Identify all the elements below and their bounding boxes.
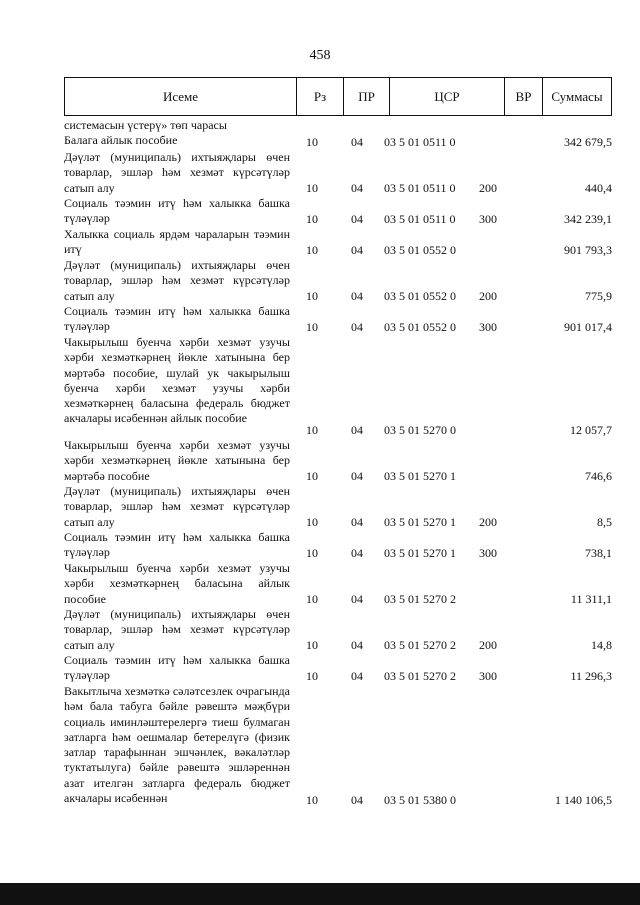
row-pr: 04 [351, 289, 363, 303]
row-rz: 10 [306, 469, 318, 483]
row-csr: 03 5 01 5270 2 [384, 592, 456, 606]
row-rz: 10 [306, 320, 318, 334]
row-vr: 200 [479, 638, 497, 652]
table-row [64, 258, 612, 304]
table-header [64, 77, 612, 116]
row-name: Халыкка социаль ярдәм чараларын тәэмин итү [64, 227, 290, 257]
row-csr: 03 5 01 5270 2 [384, 638, 456, 652]
header-sum: Суммасы [551, 88, 603, 104]
row-pr: 04 [351, 515, 363, 529]
row-rz: 10 [306, 592, 318, 606]
row-pr: 04 [351, 135, 363, 149]
row-name: Чакырылыш буенча хәрби хезмәт узучы хәрби хезмәткәрнең йөкле хатынына бер мәртәбә пособие [64, 438, 290, 483]
header-rz: Рз [297, 78, 344, 115]
row-pr: 04 [351, 469, 363, 483]
row-name: Чакырылыш буенча хәрби хезмәт узучы хәрби хезмәткәрнең баласына айлык пособие [64, 561, 290, 606]
table-row [64, 150, 612, 196]
row-rz: 10 [306, 515, 318, 529]
row-vr: 300 [479, 320, 497, 334]
row-rz: 10 [306, 243, 318, 257]
row-name: Социаль тәэмин итү һәм халыкка башка түләүләр [64, 530, 290, 560]
table-row [64, 653, 612, 684]
row-pr: 04 [351, 793, 363, 807]
table-row [64, 530, 612, 561]
row-sum: 746,6 [585, 469, 612, 483]
table-row [64, 438, 612, 484]
row-rz: 10 [306, 638, 318, 652]
row-name: Дәүләт (муниципаль) ихтыяҗлары өчен товарлар, эшләр һәм хезмәт күрсәтүләр сатып алу [64, 258, 290, 303]
row-sum: 1 140 106,5 [555, 793, 612, 807]
table-row [64, 684, 612, 808]
table-row [64, 561, 612, 607]
row-csr: 03 5 01 0552 0 [384, 243, 456, 257]
row-pr: 04 [351, 592, 363, 606]
row-sum: 901 793,3 [564, 243, 612, 257]
row-rz: 10 [306, 669, 318, 683]
row-pr: 04 [351, 669, 363, 683]
table-row [64, 304, 612, 335]
header-name: Исеме [65, 78, 297, 115]
row-vr: 300 [479, 669, 497, 683]
row-sum: 8,5 [597, 515, 612, 529]
row-sum: 342 239,1 [564, 212, 612, 226]
row-pr: 04 [351, 212, 363, 226]
row-sum: 14,8 [591, 638, 612, 652]
row-pr: 04 [351, 638, 363, 652]
table-row [64, 133, 612, 150]
header-vr: ВР [505, 78, 543, 115]
row-pr: 04 [351, 181, 363, 195]
row-csr: 03 5 01 0552 0 [384, 289, 456, 303]
row-csr: 03 5 01 0511 0 [384, 181, 456, 195]
row-rz: 10 [306, 289, 318, 303]
row-sum: 738,1 [585, 546, 612, 560]
row-name: Дәүләт (муниципаль) ихтыяҗлары өчен товарлар, эшләр һәм хезмәт күрсәтүләр сатып алу [64, 150, 290, 195]
row-rz: 10 [306, 793, 318, 807]
row-pr: 04 [351, 320, 363, 334]
row-sum: 901 017,4 [564, 320, 612, 334]
row-name: Вакытлыча хезмәткә сәләтсезлек очрагында һәм бала табуга бәйле рәвештә мәҗбүри социаль иминләштерелергә тиеш булмаган затларга һәм оешмалар бетерелүгә (физик затлар тарафыннан эшчәнлек, вәкаләтләр туктатылуга) бәйле рәвештә эшләреннән азат ителгән затларга федераль бюджет акчалары исәбеннән [64, 684, 290, 806]
row-rz: 10 [306, 181, 318, 195]
row-csr: 03 5 01 5270 1 [384, 546, 456, 560]
row-csr: 03 5 01 5380 0 [384, 793, 456, 807]
row-csr: 03 5 01 5270 0 [384, 423, 456, 437]
table-row [64, 118, 612, 133]
row-name: Балага айлык пособие [64, 133, 178, 147]
row-vr: 300 [479, 212, 497, 226]
header-pr: ПР [344, 78, 390, 115]
row-sum: 12 057,7 [570, 423, 612, 437]
row-pr: 04 [351, 243, 363, 257]
row-pr: 04 [351, 423, 363, 437]
row-rz: 10 [306, 546, 318, 560]
table-row [64, 196, 612, 227]
row-vr: 200 [479, 515, 497, 529]
row-vr: 300 [479, 546, 497, 560]
page-number: 458 [309, 48, 331, 63]
row-rz: 10 [306, 212, 318, 226]
scan-bottom-border [0, 883, 640, 905]
row-sum: 342 679,5 [564, 135, 612, 149]
row-rz: 10 [306, 135, 318, 149]
row-sum: 11 311,1 [570, 592, 612, 606]
row-name: Дәүләт (муниципаль) ихтыяҗлары өчен товарлар, эшләр һәм хезмәт күрсәтүләр сатып алу [64, 607, 290, 652]
row-name: Социаль тәэмин итү һәм халыкка башка түләүләр [64, 196, 290, 226]
table-row [64, 227, 612, 258]
row-rz: 10 [306, 423, 318, 437]
row-csr: 03 5 01 5270 2 [384, 669, 456, 683]
row-name: Социаль тәэмин итү һәм халыкка башка түләүләр [64, 653, 290, 683]
row-csr: 03 5 01 5270 1 [384, 515, 456, 529]
row-pr: 04 [351, 546, 363, 560]
row-sum: 775,9 [585, 289, 612, 303]
row-vr: 200 [479, 181, 497, 195]
row-sum: 440,4 [585, 181, 612, 195]
table-row [64, 484, 612, 530]
row-sum: 11 296,3 [570, 669, 612, 683]
table-body [64, 118, 612, 808]
row-name: Дәүләт (муниципаль) ихтыяҗлары өчен товарлар, эшләр һәм хезмәт күрсәтүләр сатып алу [64, 484, 290, 529]
header-csr: ЦСР [390, 78, 505, 115]
row-csr: 03 5 01 0511 0 [384, 135, 456, 149]
row-csr: 03 5 01 0511 0 [384, 212, 456, 226]
row-name: системасын үстерү» төп чарасы [64, 118, 227, 132]
row-vr: 200 [479, 289, 497, 303]
row-name: Социаль тәэмин итү һәм халыкка башка түләүләр [64, 304, 290, 334]
row-name: Чакырылыш буенча хәрби хезмәт узучы хәрби хезмәткәрнең йөкле хатынына бер мәртәбә пособие, шулай ук чакырылыш буенча хәрби хезмәт узучы хәрби хезмәткәрнең баласына федераль бюджет акчалары исәбеннән айлык пособие [64, 335, 290, 426]
row-csr: 03 5 01 5270 1 [384, 469, 456, 483]
table-row [64, 607, 612, 653]
table-row [64, 335, 612, 438]
row-csr: 03 5 01 0552 0 [384, 320, 456, 334]
